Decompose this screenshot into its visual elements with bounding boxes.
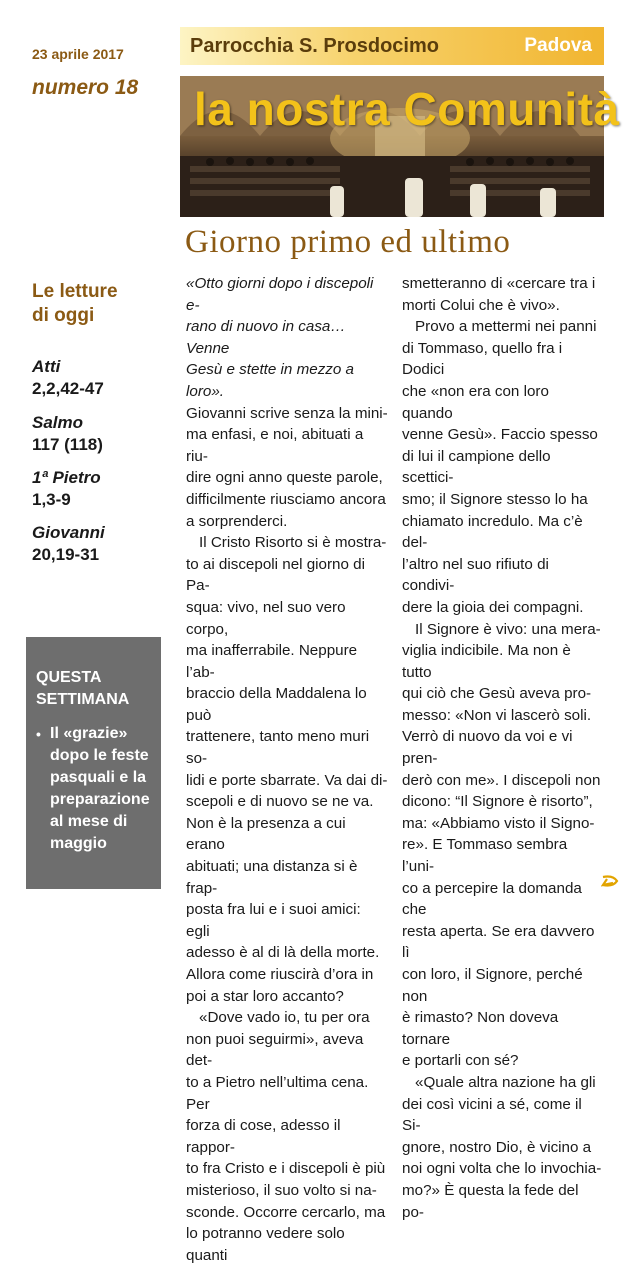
reading-item — [32, 412, 103, 456]
article-line: ma inafferrabile. Neppure l’ab- — [186, 642, 358, 681]
reading-reference: 117 (118) — [32, 435, 103, 454]
article-line: smetteranno di «cercare tra i — [402, 275, 596, 292]
readings-heading — [32, 280, 118, 328]
issue-number: numero 18 — [32, 76, 139, 99]
this-week-heading-line2: SETTIMANA — [36, 691, 130, 708]
issue-date: 23 aprile 2017 — [32, 46, 124, 62]
article-line: dire ogni anno queste parole, — [186, 469, 383, 487]
article-line: «Otto giorni dopo i discepoli e- — [186, 275, 374, 314]
article-line: gnore, nostro Dio, è vicino a — [402, 1138, 592, 1156]
reading-book: Giovanni — [32, 523, 105, 542]
article-column-2 — [402, 273, 602, 1223]
article-line: forza di cose, adesso il rappor- — [186, 1117, 341, 1156]
article-line: Gesù e stette in mezzo a loro». — [186, 361, 354, 400]
article-line: poi a star loro accanto? — [186, 987, 344, 1005]
article-line: Allora come riuscirà d’ora in — [186, 966, 374, 983]
readings-heading-line1: Le letture — [32, 281, 118, 302]
article-line: scepoli e di nuovo se ne va. — [186, 793, 374, 811]
article-line: di Tommaso, quello fra i Dodici — [402, 339, 563, 379]
reading-item — [32, 522, 105, 566]
this-week-item-line: maggio — [50, 835, 107, 852]
article-line: Giovanni scrive senza la mini- — [186, 404, 388, 422]
article-line: rano di nuovo in casa… Venne — [186, 318, 346, 357]
article-line: «Dove vado io, tu per ora — [199, 1009, 370, 1027]
this-week-heading — [36, 667, 129, 711]
parish-name: Parrocchia S. Prosdocimo — [190, 35, 439, 57]
article-line: Provo a mettermi nei panni — [415, 318, 597, 336]
article-line: lo potranno vedere solo quanti — [186, 1225, 345, 1264]
bullet-icon: • — [36, 726, 41, 742]
article-line: smo; il Signore stesso lo ha — [402, 490, 588, 508]
reading-item — [32, 356, 104, 400]
article-line: lidi e porte sbarrate. Va dai di- — [186, 771, 388, 789]
article-line: ma: «Abbiamo visto il Signo- — [402, 814, 595, 832]
this-week-item — [38, 723, 160, 855]
article-line: Verrò di nuovo da voi e vi pren- — [402, 728, 573, 768]
article-line: qui ciò che Gesù aveva pro- — [402, 685, 592, 703]
article-line: difficilmente riusciamo ancora — [186, 490, 386, 508]
article-line: noi ogni volta che lo invochia- — [402, 1160, 602, 1178]
article-line: braccio della Maddalena lo può — [186, 685, 367, 724]
city-name: Padova — [524, 35, 592, 56]
article-line: to a Pietro nell’ultima cena. Per — [186, 1073, 369, 1113]
article-line: abituati; una distanza si è frap- — [186, 858, 358, 897]
masthead-title: la nostra Comunità — [194, 83, 620, 135]
article-column-1 — [186, 273, 388, 1266]
this-week-box — [26, 637, 161, 889]
article-line: re». E Tommaso sembra l’uni- — [402, 836, 568, 876]
reading-reference: 2,2,42-47 — [32, 379, 104, 398]
column-divider — [394, 270, 395, 890]
article-line: è rimasto? Non doveva tornare — [402, 1009, 559, 1048]
article-line: morti Colui che è vivo». — [402, 296, 560, 314]
article-line: viglia indicibile. Ma non è tutto — [402, 642, 571, 681]
article-line: posta fra lui e i suoi amici: egli — [186, 901, 361, 940]
article-line: ma enfasi, e noi, abituati a riu- — [186, 426, 364, 465]
article-line: Il Cristo Risorto si è mostra- — [199, 534, 387, 552]
this-week-item-line: pasquali e la — [50, 769, 147, 786]
article-line: e portarli con sé? — [402, 1052, 519, 1070]
article-line: to fra Cristo e i discepoli è più — [186, 1160, 386, 1178]
article-line: Il Signore è vivo: una mera- — [415, 620, 601, 638]
article-line: non puoi seguirmi», aveva det- — [186, 1030, 364, 1070]
article-line: dicono: “Il Signore è risorto”, — [402, 793, 593, 811]
this-week-item-line: Il «grazie» — [50, 725, 128, 742]
article-line: di lui il campione dello scettici- — [402, 447, 551, 487]
article-line: Non è la presenza a cui erano — [186, 814, 346, 854]
article-line: derò con me». I discepoli non — [402, 771, 601, 789]
article-line: misterioso, il suo volto si na- — [186, 1181, 377, 1199]
reading-book: Salmo — [32, 413, 84, 432]
this-week-item-line: preparazione — [50, 791, 150, 808]
article-line: che «non era con loro quando — [402, 382, 549, 422]
article-line: «Quale altra nazione ha gli — [415, 1073, 596, 1091]
reading-reference: 1,3-9 — [32, 490, 71, 509]
article-line: chiamato incredulo. Ma c’è del- — [402, 512, 583, 552]
article-line: squa: vivo, nel suo vero corpo, — [186, 598, 346, 638]
continue-arrow-icon — [601, 873, 623, 889]
readings-heading-line2: di oggi — [32, 305, 95, 326]
this-week-heading-line1: QUESTA — [36, 669, 102, 686]
article-line: dere la gioia dei compagni. — [402, 598, 584, 616]
article-line: adesso è al di là della morte. — [186, 944, 380, 962]
article-line: l’altro nel suo rifiuto di condivi- — [402, 555, 549, 595]
article-line: venne Gesù». Faccio spesso — [402, 426, 598, 444]
this-week-item-line: al mese di — [50, 813, 128, 830]
article-line: sconde. Occorre cercarlo, ma — [186, 1203, 386, 1221]
reading-book: Atti — [32, 357, 61, 376]
reading-item — [32, 467, 101, 511]
article-line: dei così vicini a sé, come il Si- — [402, 1095, 582, 1135]
reading-reference: 20,19-31 — [32, 545, 100, 564]
article-line: co a percepire la domanda che — [402, 879, 582, 919]
article-line: mo?» È questa la fede del po- — [402, 1181, 579, 1221]
reading-book: 1ª Pietro — [32, 468, 101, 487]
article-title: Giorno primo ed ultimo — [185, 224, 511, 260]
article-line: resta aperta. Se era davvero lì — [402, 922, 595, 962]
article-line: to ai discepoli nel giorno di Pa- — [186, 555, 365, 595]
article-line: messo: «Non vi lascerò soli. — [402, 706, 592, 724]
article-line: a sorprenderci. — [186, 512, 288, 530]
this-week-item-line: dopo le feste — [50, 747, 149, 764]
article-line: trattenere, tanto meno muri so- — [186, 728, 370, 768]
article-line: con loro, il Signore, perché non — [402, 966, 583, 1005]
